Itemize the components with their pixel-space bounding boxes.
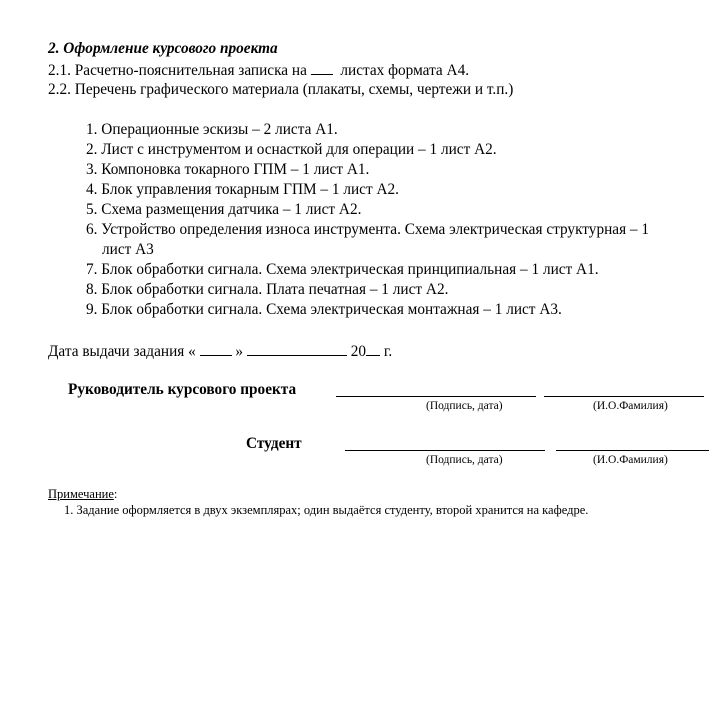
- line-2-1-prefix: 2.1. Расчетно-пояснительная записка на: [48, 62, 307, 79]
- supervisor-name-line[interactable]: [544, 396, 704, 397]
- student-label: Студент: [246, 435, 302, 452]
- supervisor-signature-caption: (Подпись, дата): [426, 400, 503, 412]
- note-heading: [48, 486, 117, 502]
- supervisor-label: Руководитель курсового проекта: [68, 381, 297, 398]
- student-signature-caption: (Подпись, дата): [426, 454, 503, 466]
- line-2-2: 2.2. Перечень графического материала (плакаты, схемы, чертежи и т.п.): [48, 81, 514, 98]
- list-item: 8. Блок обработки сигнала. Плата печатная – 1 лист А2.: [86, 281, 449, 298]
- month-blank[interactable]: [247, 341, 347, 356]
- list-item: 6. Устройство определения износа инструмента. Схема электрическая структурная – 1: [86, 221, 650, 238]
- section-title: 2. Оформление курсового проекта: [48, 40, 278, 57]
- list-item: 5. Схема размещения датчика – 1 лист А2.: [86, 201, 362, 218]
- day-blank[interactable]: [200, 341, 232, 356]
- issue-date-line: [48, 341, 392, 362]
- supervisor-name-caption: (И.О.Фамилия): [593, 400, 668, 412]
- list-item: 7. Блок обработки сигнала. Схема электрическая принципиальная – 1 лист А1.: [86, 261, 599, 278]
- student-name-line[interactable]: [556, 450, 709, 451]
- supervisor-signature-line[interactable]: [336, 396, 536, 397]
- list-item: 1. Операционные эскизы – 2 листа А1.: [86, 121, 338, 138]
- line-2-1-suffix: листах формата А4.: [340, 62, 470, 79]
- student-name-caption: (И.О.Фамилия): [593, 454, 668, 466]
- note-colon: :: [113, 487, 118, 501]
- list-item: 3. Компоновка токарного ГПМ – 1 лист А1.: [86, 161, 370, 178]
- year-blank[interactable]: [366, 341, 380, 356]
- student-signature-line[interactable]: [345, 450, 545, 451]
- year-prefix: 20: [350, 343, 367, 360]
- issue-date-label: Дата выдачи задания «: [48, 343, 196, 360]
- note-title: Примечание: [48, 487, 114, 501]
- sheet-count-blank[interactable]: [311, 60, 333, 75]
- list-item: 2. Лист с инструментом и оснасткой для операции – 1 лист А2.: [86, 141, 497, 158]
- close-quote: »: [235, 343, 244, 360]
- list-item: 9. Блок обработки сигнала. Схема электрическая монтажная – 1 лист А3.: [86, 301, 562, 318]
- line-2-1: [48, 60, 469, 81]
- year-suffix: г.: [383, 343, 393, 360]
- list-item-continuation: лист А3: [102, 241, 154, 258]
- note-item: 1. Задание оформляется в двух экземплярах; один выдаётся студенту, второй хранится на кафедре.: [64, 503, 589, 517]
- list-item: 4. Блок управления токарным ГПМ – 1 лист А2.: [86, 181, 400, 198]
